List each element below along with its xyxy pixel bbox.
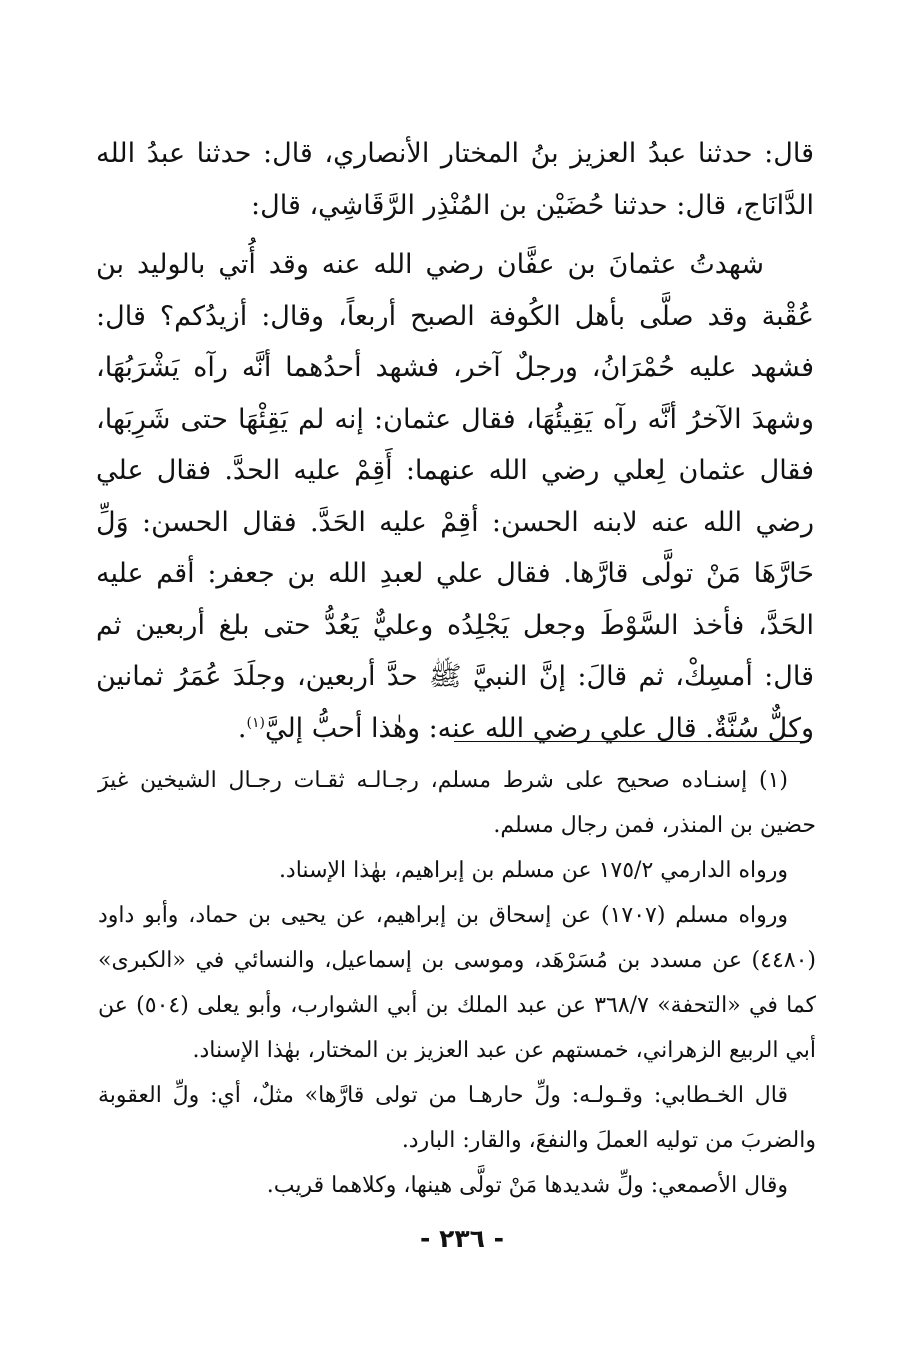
hadith-body: شهدتُ عثمانَ بن عفَّان رضي الله عنه وقد أُتي بالوليد بن عُقْبة وقد صلَّى بأهل الكُوفة الصبح أربعاً، وقال: أزيدُكم؟ قال: فشهد عليه حُمْرَانُ، ورجلٌ آخر، فشهد أحدُهما أنَّه رآه يَشْرَبُهَا، وشهدَ الآخرُ أنَّه رآه يَقِيئُهَا، فقال عثمان: إنه لم يَقِئْهَا حتى شَرِبَها، فقال عثمان لِعلي رضي الله عنهما: أَقِمْ عليه الحدَّ. فقال علي رضي الله عنه لابنه الحسن: أقِمْ عليه الحَدَّ. فقال الحسن: وَلِّ حَارَّهَا مَنْ تولَّى قارَّها. فقال علي لعبدِ الله بن جعفر: أقم عليه الحَدَّ، فأخذ السَّوْطَ وجعل يَجْلِدُه وعليٌّ يَعُدُّ حتى بلغ أربعين ثم قال: أمسِكْ، ثم قالَ: إنَّ النبيَّ ﷺ حدَّ أربعين، وجلَدَ عُمَرُ ثمانين وكلٌّ سُنَّةٌ. قال علي رضي الله عنه: وهٰذا أحبُّ إليَّ [96, 249, 814, 744]
page-number: - ٢٣٦ - [420, 1224, 504, 1253]
hadith-text: شهدتُ عثمانَ بن عفَّان رضي الله عنه وقد أُتي بالوليد بن عُقْبة وقد صلَّى بأهل الكُوفة الصبح أربعاً، وقال: أزيدُكم؟ قال: فشهد عليه حُمْرَانُ، ورجلٌ آخر، فشهد أحدُهما أنَّه رآه يَشْرَبُهَا، وشهدَ الآخرُ أنَّه رآه يَقِيئُهَا، فقال عثمان: إنه لم يَقِئْهَا حتى شَرِبَها، فقال عثمان لِعلي رضي الله عنهما: أَقِمْ عليه الحدَّ. فقال علي رضي الله عنه لابنه الحسن: أقِمْ عليه الحَدَّ. فقال الحسن: وَلِّ حَارَّهَا مَنْ تولَّى قارَّها. فقال علي لعبدِ الله بن جعفر: أقم عليه الحَدَّ، فأخذ السَّوْطَ وجعل يَجْلِدُه وعليٌّ يَعُدُّ حتى بلغ أربعين ثم قال: أمسِكْ، ثم قالَ: إنَّ النبيَّ ﷺ حدَّ أربعين، وجلَدَ عُمَرُ ثمانين وكلٌّ سُنَّةٌ. قال علي رضي الله عنه: وهٰذا أحبُّ إليَّ$^{(١)}$. [96, 249, 814, 744]
footnote-paragraph: ورواه الدارمي ١٧٥/٢ عن مسلم بن إبراهيم، بهٰذا الإسناد. [278, 858, 788, 883]
footnote-paragraph: وقال الأصمعي: ولِّ شديدها مَنْ تولَّى هينها، وكلاهما قريب. [266, 1173, 788, 1198]
footnote-divider [454, 741, 809, 742]
isnad-intro: قال: حدثنا عبدُ العزيز بنُ المختار الأنصاري، قال: حدثنا عبدُ الله الدَّانَاج، قال: حدثنا حُضَيْن بن المُنْذِر الرَّقَاشِي، قال: [96, 138, 814, 221]
footnote-paragraph: قال الخـطابي: وقـولـه: ولِّ حارهـا من تولى قارَّها» مثلٌ، أي: ولِّ العقوبة والضربَ من توليه العملَ والنفعَ، والقار: البارد. [98, 1083, 816, 1153]
footnote-paragraph: ورواه مسلم (١٧٠٧) عن إسحاق بن إبراهيم، عن يحيى بن حماد، وأبو داود (٤٤٨٠) عن مسدد بن مُسَرْهَد، وموسى بن إسماعيل، والنسائي في «الكبرى» كما في «التحفة» ٣٦٨/٧ عن عبد الملك بن أبي الشوارب، وأبو يعلى (٥٠٤) عن أبي الربيع الزهراني، خمستهم عن عبد العزيز بن المختار، بهٰذا الإسناد. [98, 903, 817, 1063]
main-text [96, 128, 814, 754]
footnotes [98, 758, 816, 1208]
footnote-marker[interactable]: (١) [246, 714, 265, 731]
footnote-paragraph: (١) إسنـاده صحيح على شرط مسلم، رجـالـه ثقـات رجـال الشيخين غيرَ حضين بن المنذر، فمن رجال مسلم. [98, 768, 816, 838]
